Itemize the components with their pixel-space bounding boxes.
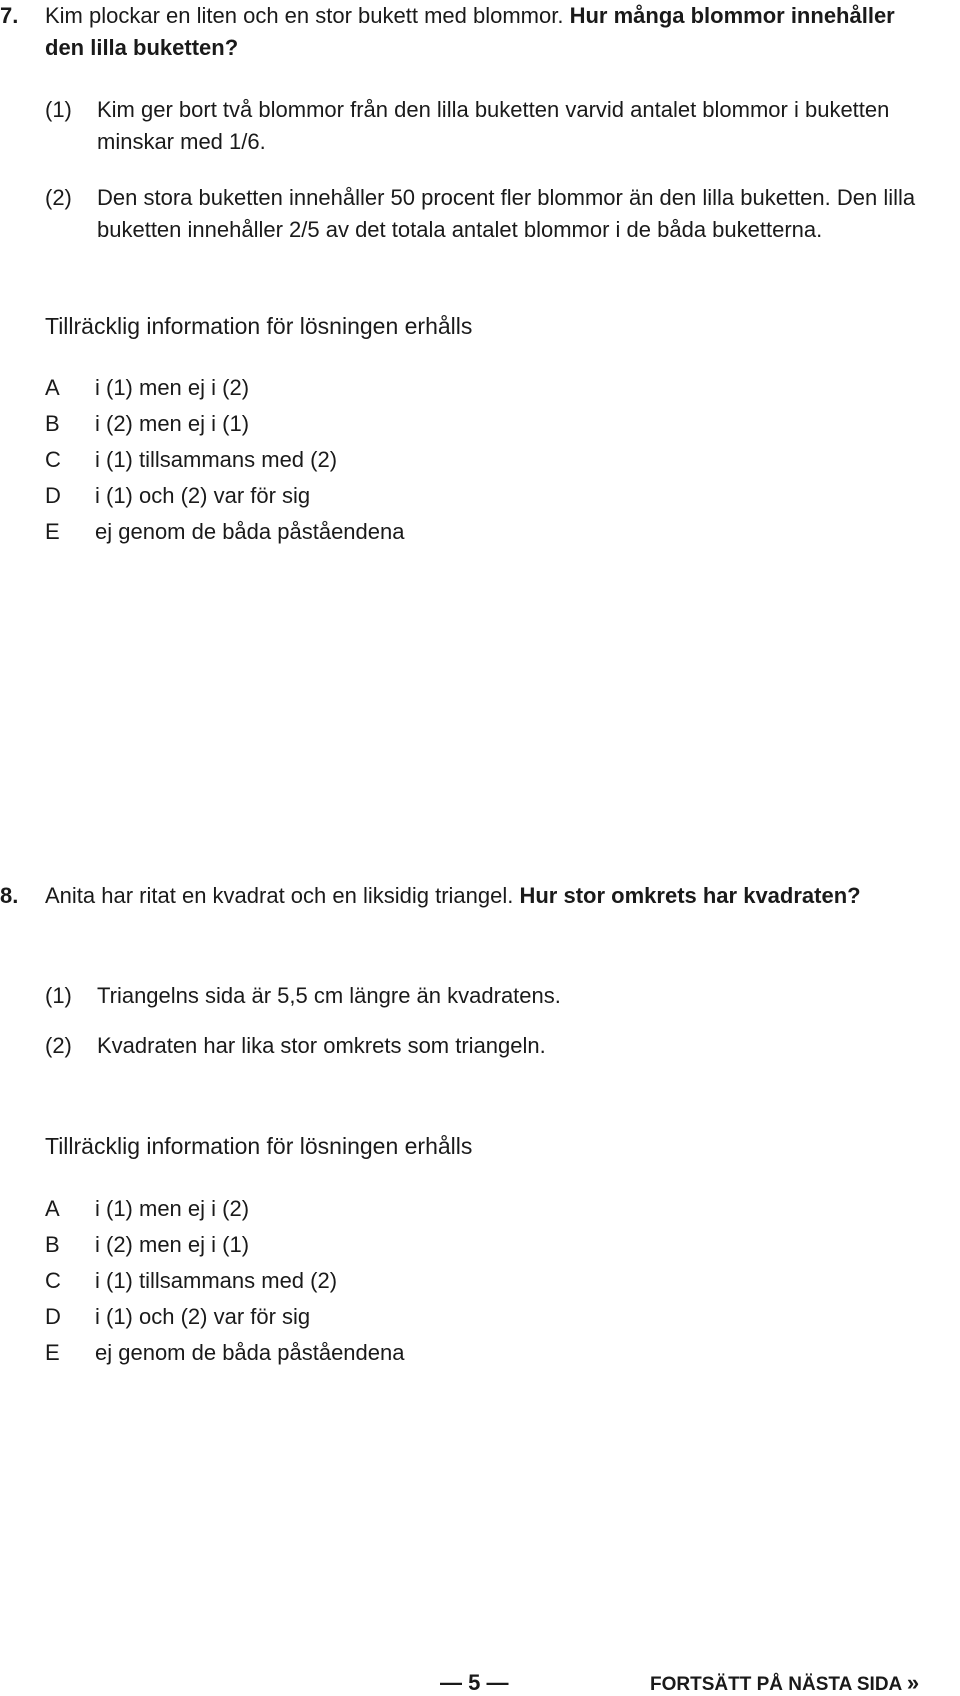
option-text: i (1) tillsammans med (2): [95, 1268, 338, 1293]
page-number: — 5 —: [440, 1670, 509, 1695]
option-text: ej genom de båda påståendena: [95, 1340, 405, 1365]
statement-label: (2): [45, 185, 72, 210]
option-letter: A: [45, 375, 60, 400]
continue-label: FORTSÄTT PÅ NÄSTA SIDA: [650, 1674, 902, 1695]
option-text: i (1) tillsammans med (2): [95, 447, 338, 472]
statement-label: (2): [45, 1033, 72, 1058]
continue-next-page: [650, 1670, 915, 1696]
option-text: i (1) men ej i (2): [95, 375, 250, 400]
sufficiency-heading: Tillräcklig information för lösningen erhålls: [45, 1133, 473, 1159]
option-letter: B: [45, 411, 60, 436]
statement-text: Triangelns sida är 5,5 cm längre än kvadratens.: [97, 983, 561, 1008]
question-intro: Kim plockar en liten och en stor bukett med blommor.: [45, 3, 570, 28]
option-letter: E: [45, 1340, 60, 1365]
question-intro: Anita har ritat en kvadrat och en liksidig triangel.: [45, 883, 520, 908]
option-letter: C: [45, 447, 61, 472]
question-number: 7.: [0, 3, 19, 28]
statement-text: Kvadraten har lika stor omkrets som triangeln.: [97, 1033, 546, 1058]
question-prompt: Hur många blommor innehåller den lilla buketten?: [45, 3, 895, 60]
statement-text: Kim ger bort två blommor från den lilla buketten varvid antalet blommor i buketten minskar med 1/6.: [97, 97, 890, 154]
option-text: i (1) men ej i (2): [95, 1196, 250, 1221]
question-prompt: Hur stor omkrets har kvadraten?: [519, 883, 861, 908]
option-letter: B: [45, 1232, 60, 1257]
option-text: i (2) men ej i (1): [95, 411, 250, 436]
double-chevron-right-icon: »: [906, 1670, 916, 1695]
option-letter: A: [45, 1196, 60, 1221]
statement-label: (1): [45, 97, 72, 122]
statement-label: (1): [45, 983, 72, 1008]
option-letter: D: [45, 483, 61, 508]
option-text: i (1) och (2) var för sig: [95, 483, 311, 508]
option-letter: C: [45, 1268, 61, 1293]
option-text: i (2) men ej i (1): [95, 1232, 250, 1257]
page-footer: [0, 1670, 960, 1695]
option-text: ej genom de båda påståendena: [95, 519, 405, 544]
question-text: [45, 880, 895, 912]
question-text: [45, 0, 895, 64]
question-number: 8.: [0, 883, 19, 908]
sufficiency-heading: Tillräcklig information för lösningen erhålls: [45, 313, 473, 339]
option-letter: E: [45, 519, 60, 544]
statement-text: Den stora buketten innehåller 50 procent fler blommor än den lilla buketten. Den lilla buketten innehåller 2/5 av det totala antalet blommor i de båda buketterna.: [97, 185, 916, 242]
option-text: i (1) och (2) var för sig: [95, 1304, 311, 1329]
option-letter: D: [45, 1304, 61, 1329]
